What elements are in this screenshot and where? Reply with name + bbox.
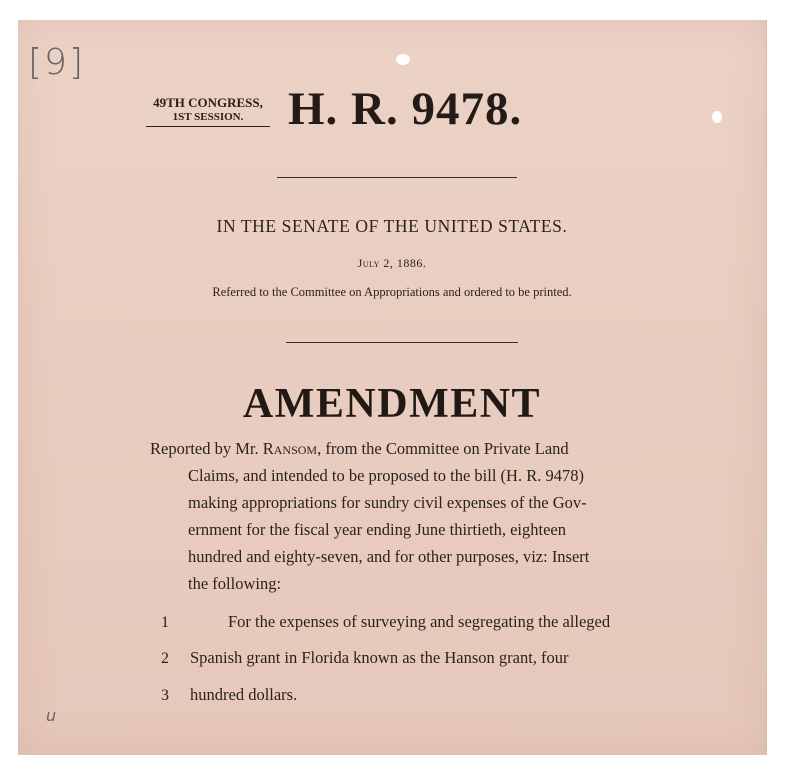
intro-line: making appropriations for sundry civil expenses of the Gov- [188, 493, 587, 512]
senate-heading: IN THE SENATE OF THE UNITED STATES. [216, 216, 568, 236]
intro-line-1-rest: , from the Committee on Private Land [317, 439, 569, 458]
divider-rule [277, 177, 517, 178]
line-number: 1 [161, 614, 169, 631]
amendment-text-line: Spanish grant in Florida known as the Hanson grant, four [190, 648, 569, 667]
line-number: 2 [161, 650, 169, 667]
senator-name: Ransom [262, 439, 318, 458]
reported-by-text: Reported by Mr. [150, 439, 259, 458]
amendment-text-line: hundred dollars. [190, 685, 298, 704]
amendment-title: AMENDMENT [242, 381, 542, 427]
congress-session-block [146, 95, 270, 127]
punch-hole [396, 54, 410, 65]
bill-number-heading: H. R. 9478. [288, 83, 523, 135]
congress-label: 49TH CONGRESS, [153, 95, 263, 110]
intro-line [150, 436, 569, 463]
intro-line: hundred and eighty-seven, and for other purposes, viz: Insert [188, 547, 590, 566]
amendment-text-line: For the expenses of surveying and segregating the alleged [228, 612, 611, 631]
session-label: 1ST SESSION. [146, 110, 270, 127]
intro-line: Claims, and intended to be proposed to the bill (H. R. 9478) [188, 466, 584, 485]
document-page [18, 20, 767, 755]
intro-line: the following: [188, 574, 282, 593]
punch-hole [712, 111, 722, 123]
line-number: 3 [161, 687, 169, 704]
referral-note: Referred to the Committee on Appropriations and ordered to be printed. [212, 285, 572, 299]
date-line: July 2, 1886. [357, 256, 427, 270]
handwritten-corner-mark: u [46, 706, 57, 725]
intro-line: ernment for the fiscal year ending June thirtieth, eighteen [188, 520, 566, 539]
divider-rule [286, 342, 518, 343]
handwritten-folio-number: [9] [28, 42, 85, 83]
